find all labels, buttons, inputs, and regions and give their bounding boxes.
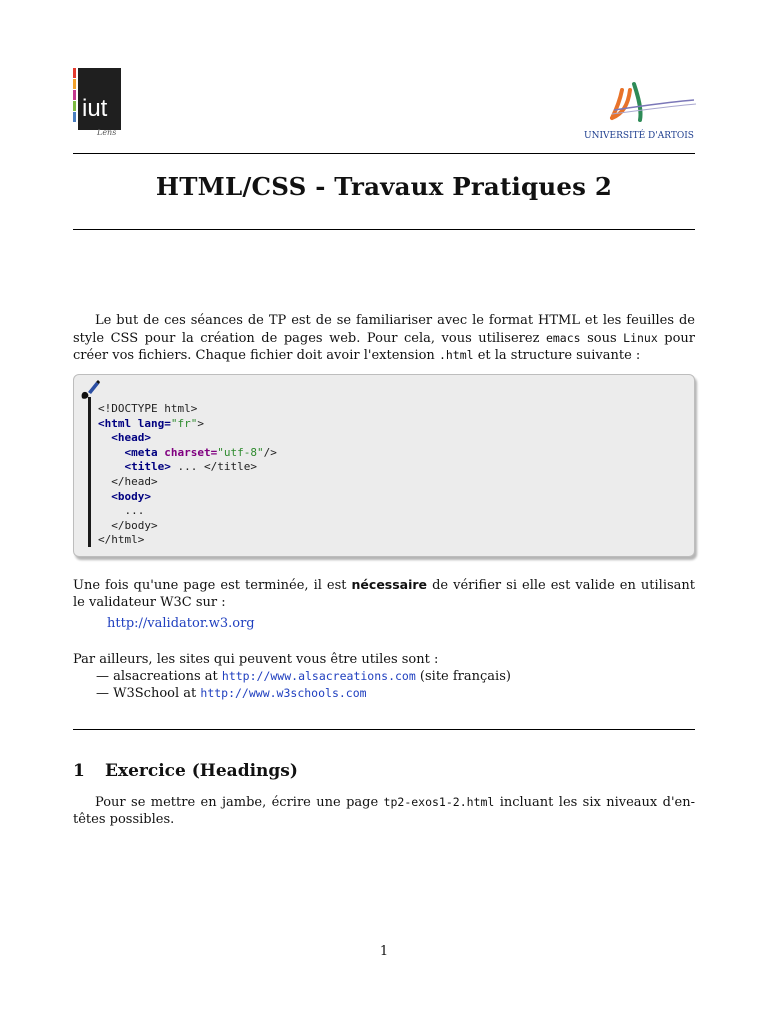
list-item: — alsacreations at http://www.alsacreations.com (site français)	[96, 669, 511, 684]
page-title: HTML/CSS - Travaux Pratiques 2	[155, 172, 613, 201]
code-block: <!DOCTYPE html> <html lang="fr"> <head> <meta charset="utf-8"/> <title> ... </title> </head> <body> ... </body> </html>	[98, 402, 277, 547]
svg-text:Lens: Lens	[97, 128, 117, 137]
svg-text:iut: iut	[82, 95, 108, 122]
validate-paragraph: Une fois qu'une page est terminée, il est nécessaire de vérifier si elle est valide en utilisant le validateur W3C sur :	[73, 577, 695, 610]
w3schools-link[interactable]: http://www.w3schools.com	[200, 686, 367, 700]
section-heading: 1 Exercice (Headings)	[73, 761, 298, 781]
iut-lens-logo	[73, 68, 131, 138]
validator-link[interactable]: http://validator.w3.org	[107, 616, 255, 631]
universite-artois-logo	[582, 80, 698, 142]
page-number: 1	[379, 944, 389, 959]
code-listing	[73, 374, 695, 557]
list-item: — W3School at http://www.w3schools.com	[96, 686, 367, 701]
code-margin-bar	[88, 397, 91, 547]
intro-paragraph: Le but de ces séances de TP est de se familiariser avec le format HTML et les feuilles de style CSS pour la création de pages web. Pour cela, vous utiliserez emacs sous Linux pour créer vos fichiers. Chaque fichier doit avoir l'extension .html et la structure suivante :	[73, 313, 696, 363]
header-rule-top	[73, 153, 695, 154]
svg-text:UNIVERSITÉ D'ARTOIS: UNIVERSITÉ D'ARTOIS	[584, 131, 694, 141]
resources-intro: Par ailleurs, les sites qui peuvent vous être utiles sont :	[73, 652, 439, 667]
alsacreations-link[interactable]: http://www.alsacreations.com	[221, 669, 416, 683]
section-rule	[73, 729, 695, 730]
section-paragraph: Pour se mettre en jambe, écrire une page tp2-exos1-2.html incluant les six niveaux d'en-têtes possibles.	[73, 795, 695, 827]
header-rule-bottom	[73, 229, 695, 230]
